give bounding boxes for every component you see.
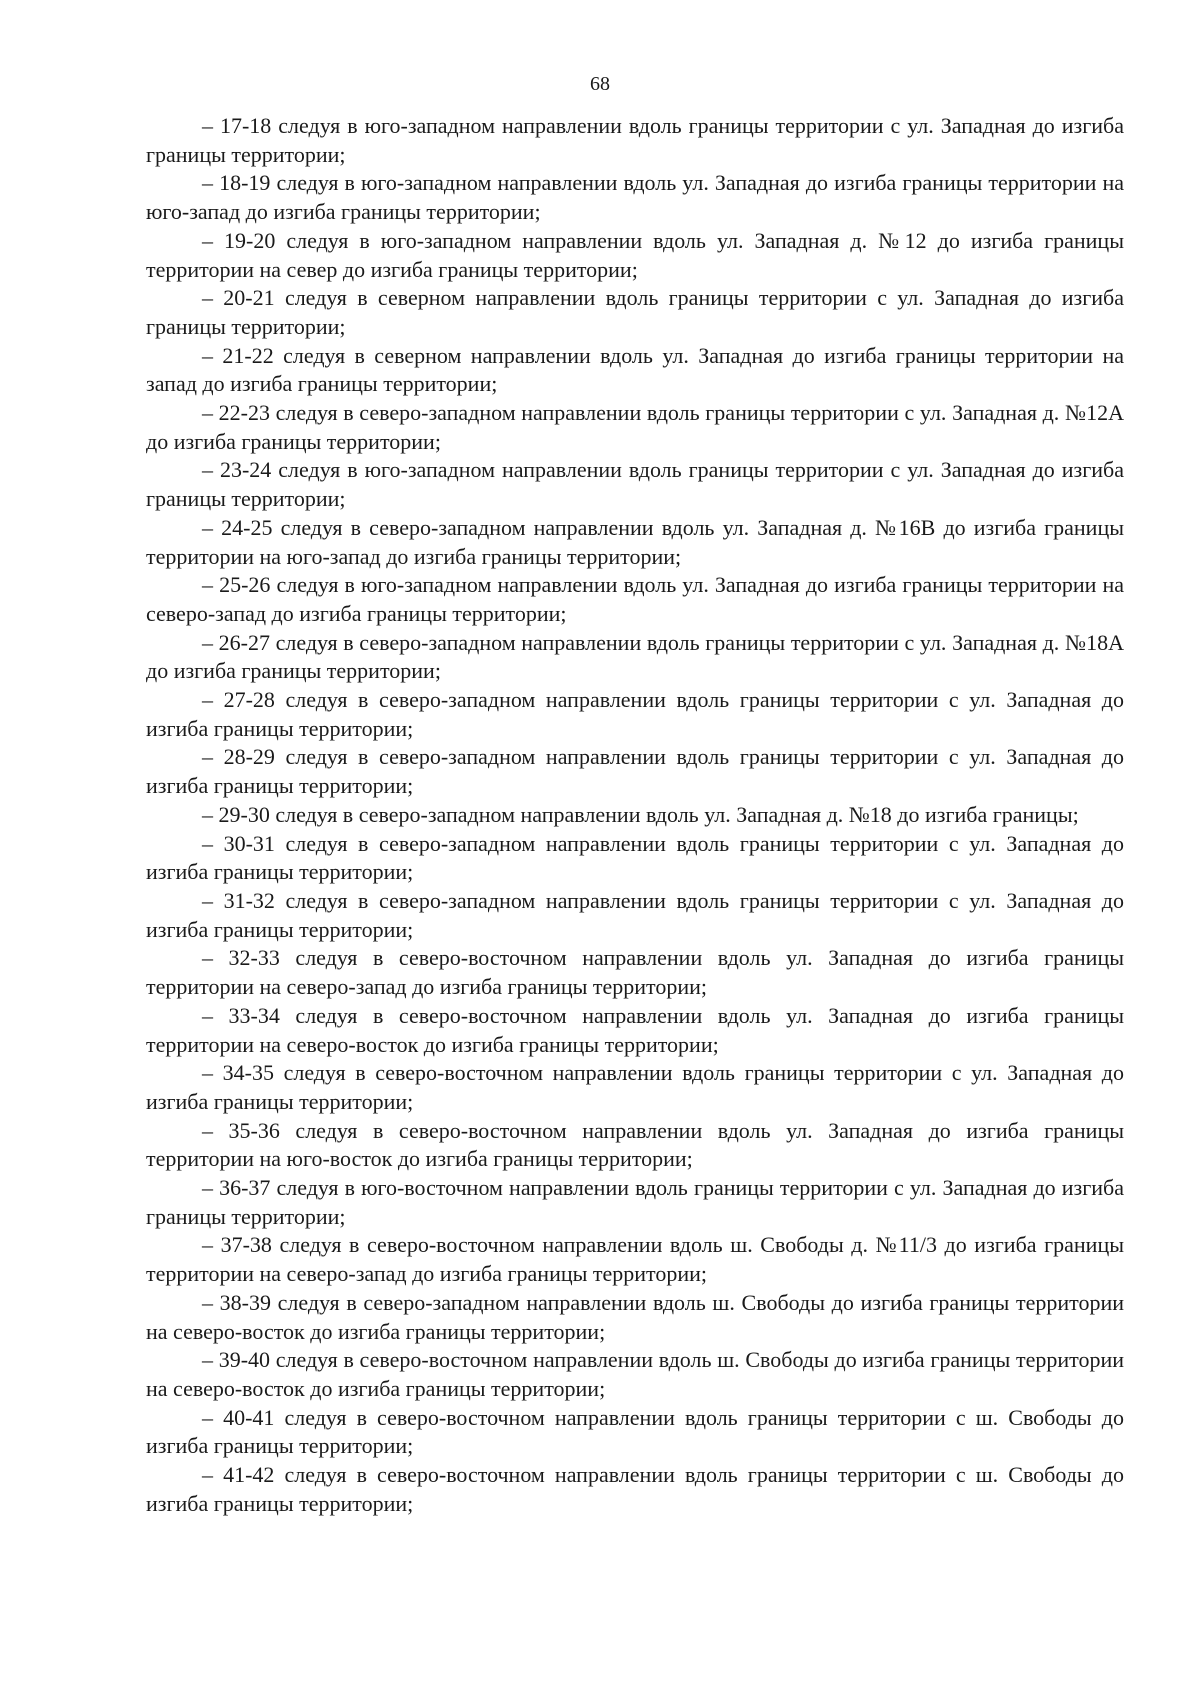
boundary-paragraph: – 29-30 следуя в северо-западном направлении вдоль ул. Западная д. №18 до изгиба границы; [202, 801, 1079, 827]
boundary-paragraph: – 26-27 следуя в северо-западном направлении вдоль границы территории с ул. Западная д. №18А до изгиба границы территории; [146, 629, 1124, 684]
boundary-paragraph: – 35-36 следуя в северо-восточном направлении вдоль ул. Западная до изгиба границы территории на юго-восток до изгиба границы территории; [146, 1117, 1124, 1172]
boundary-paragraph: – 18-19 следуя в юго-западном направлении вдоль ул. Западная до изгиба границы территории на юго-запад до изгиба границы территории; [146, 170, 1124, 225]
boundary-paragraph: – 25-26 следуя в юго-западном направлении вдоль ул. Западная до изгиба границы территории на северо-запад до изгиба границы территории; [146, 572, 1124, 626]
boundary-paragraph: – 23-24 следуя в юго-западном направлении вдоль границы территории с ул. Западная до изгиба границы территории; [146, 457, 1124, 512]
boundary-paragraph: – 31-32 следуя в северо-западном направлении вдоль границы территории с ул. Западная до изгиба границы территории; [146, 887, 1124, 942]
boundary-paragraph: – 32-33 следуя в северо-восточном направлении вдоль ул. Западная до изгиба границы территории на северо-запад до изгиба границы территории; [146, 945, 1124, 1000]
boundary-paragraph: – 39-40 следуя в северо-восточном направлении вдоль ш. Свободы до изгиба границы территории на северо-восток до изгиба границы территории; [146, 1347, 1124, 1401]
boundary-paragraph: – 37-38 следуя в северо-восточном направлении вдоль ш. Свободы д. №11/3 до изгиба границы территории на северо-запад до изгиба границы территории; [146, 1232, 1124, 1287]
boundary-paragraph: – 27-28 следуя в северо-западном направлении вдоль границы территории с ул. Западная до изгиба границы территории; [146, 687, 1124, 741]
boundary-paragraph: – 33-34 следуя в северо-восточном направлении вдоль ул. Западная до изгиба границы территории на северо-восток до изгиба границы территории; [146, 1002, 1124, 1057]
boundary-paragraph: – 38-39 следуя в северо-западном направлении вдоль ш. Свободы до изгиба границы территории на северо-восток до изгиба границы территории; [146, 1289, 1124, 1344]
boundary-paragraph: – 36-37 следуя в юго-восточном направлении вдоль границы территории с ул. Западная до изгиба границы территории; [146, 1175, 1124, 1229]
boundary-paragraph: – 21-22 следуя в северном направлении вдоль ул. Западная до изгиба границы территории на запад до изгиба границы территории; [146, 342, 1124, 397]
page-number: 68 [590, 73, 610, 95]
boundary-paragraph: – 41-42 следуя в северо-восточном направлении вдоль границы территории с ш. Свободы до изгиба границы территории; [146, 1462, 1124, 1516]
boundary-paragraph: – 34-35 следуя в северо-восточном направлении вдоль границы территории с ул. Западная до изгиба границы территории; [146, 1060, 1124, 1114]
boundary-paragraph: – 19-20 следуя в юго-западном направлении вдоль ул. Западная д. №12 до изгиба границы территории на север до изгиба границы территории; [146, 227, 1124, 282]
boundary-paragraph: – 30-31 следуя в северо-западном направлении вдоль границы территории с ул. Западная до изгиба границы территории; [146, 830, 1124, 885]
boundary-paragraph: – 20-21 следуя в северном направлении вдоль границы территории с ул. Западная до изгиба границы территории; [146, 285, 1124, 339]
boundary-paragraph: – 24-25 следуя в северо-западном направлении вдоль ул. Западная д. №16В до изгиба границы территории на юго-запад до изгиба границы территории; [146, 514, 1124, 569]
boundary-paragraph: – 28-29 следуя в северо-западном направлении вдоль границы территории с ул. Западная до изгиба границы территории; [146, 744, 1124, 799]
boundary-paragraph: – 22-23 следуя в северо-западном направлении вдоль границы территории с ул. Западная д. №12А до изгиба границы территории; [146, 400, 1124, 454]
boundary-paragraph: – 17-18 следуя в юго-западном направлении вдоль границы территории с ул. Западная до изгиба границы территории; [146, 113, 1124, 167]
boundary-paragraph: – 40-41 следуя в северо-восточном направлении вдоль границы территории с ш. Свободы до изгиба границы территории; [146, 1404, 1124, 1459]
document-body [146, 112, 1124, 1518]
